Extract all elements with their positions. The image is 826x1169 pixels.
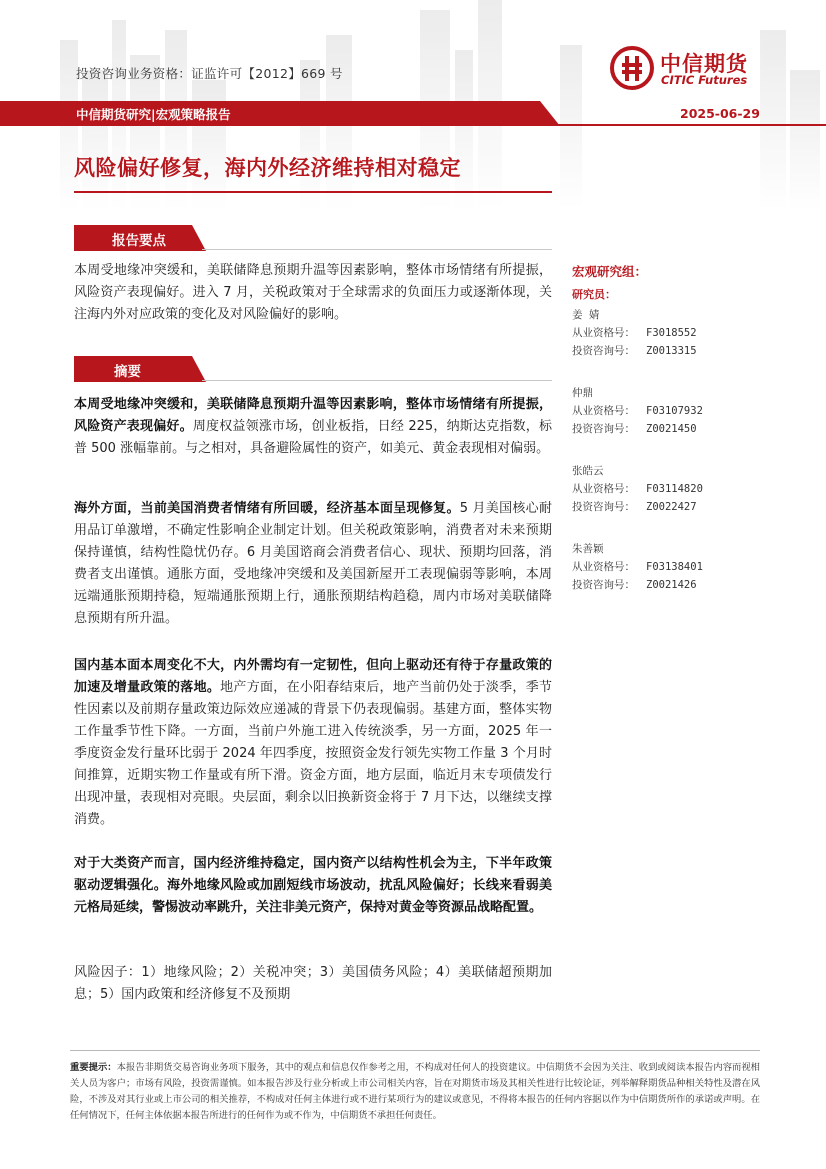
inv-label: 投资咨询号： <box>572 579 635 591</box>
summary-paragraph <box>74 498 552 630</box>
title-divider <box>74 191 552 193</box>
section-divider <box>202 249 552 250</box>
summary-header <box>74 356 552 382</box>
inv-number: Z0013315 <box>646 345 697 357</box>
summary-heading: 摘要 <box>114 364 141 380</box>
citic-futures-logo <box>610 46 760 94</box>
inv-number: Z0021450 <box>646 423 697 435</box>
disclaimer-label: 重要提示： <box>70 1062 117 1073</box>
summary-paragraph <box>74 853 552 919</box>
summary-paragraph <box>74 655 552 831</box>
report-date: 2025-06-29 <box>680 106 760 121</box>
cert-label: 从业资格号： <box>572 561 635 573</box>
inv-number: Z0021426 <box>646 579 697 591</box>
banner-report-type: 中信期货研究|宏观策略报告 <box>76 107 231 122</box>
analyst-name: 朱善颖 <box>572 543 604 555</box>
disclaimer <box>70 1060 760 1124</box>
cert-label: 从业资格号： <box>572 405 635 417</box>
key-points-header <box>74 225 552 251</box>
cert-number: F3018552 <box>646 327 697 339</box>
summary-paragraph <box>74 394 552 460</box>
analyst-name: 张皓云 <box>572 465 604 477</box>
paragraph-body: 周度权益领涨市场，创业板指，日经 225，纳斯达克指数，标普 500 涨幅靠前。与之相对，具备避险属性的资产，如美元、黄金表现相对偏弱。 <box>74 419 552 456</box>
inv-label: 投资咨询号： <box>572 345 635 357</box>
key-points-heading: 报告要点 <box>112 233 166 249</box>
citic-logo-icon <box>610 46 654 90</box>
research-team-sidebar <box>572 262 752 618</box>
role-label: 研究员： <box>572 288 616 301</box>
logo-chinese-name: 中信期货 <box>660 52 748 76</box>
analyst-name: 仲鼎 <box>572 387 593 399</box>
page-title: 风险偏好修复，海内外经济维持相对稳定 <box>74 156 461 180</box>
paragraph-lead: 海外方面，当前美国消费者情绪有所回暖，经济基本面呈现修复。 <box>74 501 460 516</box>
inv-number: Z0022427 <box>646 501 697 513</box>
cert-number: F03138401 <box>646 561 703 573</box>
paragraph-lead: 本周受地缘冲突缓和，美联储降息预期升温等因素影响，整体市场情绪有所提振，风险资产表现偏好。 <box>74 397 552 434</box>
disclaimer-divider <box>70 1050 760 1051</box>
risk-factors: 风险因子：1）地缘风险；2）关税冲突；3）美国债务风险；4）美联储超预期加息；5）国内政策和经济修复不及预期 <box>74 965 552 1002</box>
analyst-name: 姜 婧 <box>572 309 600 321</box>
cert-number: F03114820 <box>646 483 703 495</box>
inv-label: 投资咨询号： <box>572 423 635 435</box>
disclaimer-text: 本报告非期货交易咨询业务项下服务，其中的观点和信息仅作参考之用，不构成对任何人的投资建议。中信期货不会因为关注、收到或阅读本报告内容而视相关人员为客户；市场有风险，投资需谨慎。如本报告涉及行业分析或上市公司相关内容，旨在对期货市场及其相关性进行比较论证，列举解释期货品种相关特性及潜在风险，不涉及对其行业或上市公司的相关推荐，不构成对任何主体进行或不进行某项行为的建议或意见，不得将本报告的任何内容据以作为中信期货所作的承诺或声明。在任何情况下，任何主体依据本报告所进行的任何作为或不作为，中信期货不承担任何责任。 <box>70 1062 760 1121</box>
logo-english-name: CITIC Futures <box>661 73 748 87</box>
analyst-card <box>572 462 752 516</box>
paragraph-body: 地产方面，在小阳春结束后，地产当前仍处于淡季，季节性因素以及前期存量政策边际效应递减的背景下仍表现偏弱。基建方面，整体实物工作量季节性下降。一方面，当前户外施工进入传统淡季，另一方面，2025 年一季度资金发行量环比弱于 2024 年四季度，按照资金发行领先实物工作量 3 个月时间推算，近期实物工作量或有所下滑。资金方面，地方层面，临近月末专项债发行出现冲量，表现相对亮眼。央层面，剩余以旧换新资金将于 7 月下达，以继续支撑消费。 <box>74 680 552 827</box>
license-text: 投资咨询业务资格：证监许可【2012】669 号 <box>76 66 343 81</box>
report-banner <box>0 101 826 126</box>
analyst-card <box>572 384 752 438</box>
paragraph-lead: 对于大类资产而言，国内经济维持稳定，国内资产以结构性机会为主，下半年政策驱动逻辑强化。海外地缘风险或加剧短线市场波动，扰乱风险偏好；长线来看弱美元格局延续，警惕波动率跳升，关注非美元资产，保持对黄金等资源品战略配置。 <box>74 856 552 915</box>
section-divider <box>202 380 552 381</box>
inv-label: 投资咨询号： <box>572 501 635 513</box>
team-title: 宏观研究组： <box>572 264 648 279</box>
analyst-card <box>572 306 752 360</box>
cert-number: F03107932 <box>646 405 703 417</box>
paragraph-lead: 国内基本面本周变化不大，内外需均有一定韧性，但向上驱动还有待于存量政策的加速及增量政策的落地。 <box>74 658 552 695</box>
cert-label: 从业资格号： <box>572 483 635 495</box>
paragraph-body: 5 月美国核心耐用品订单激增，不确定性影响企业制定计划。但关税政策影响，消费者对未来预期保持谨慎，结构性隐忧仍存。6 月美国谘商会消费者信心、现状、预期均回落，消费者支出谨慎。通胀方面，受地缘冲突缓和及美国新屋开工表现偏弱等影响，本周远端通胀预期持稳，短端通胀预期上行，通胀预期结构趋稳，周内市场对美联储降息预期有所升温。 <box>74 501 552 626</box>
analyst-card <box>572 540 752 594</box>
banner-line <box>540 124 826 126</box>
cert-label: 从业资格号： <box>572 327 635 339</box>
key-points-text: 本周受地缘冲突缓和，美联储降息预期升温等因素影响，整体市场情绪有所提振，风险资产表现偏好。进入 7 月，关税政策对于全球需求的负面压力或逐渐体现，关注海内外对应政策的变化及对风险偏好的影响。 <box>74 263 552 322</box>
